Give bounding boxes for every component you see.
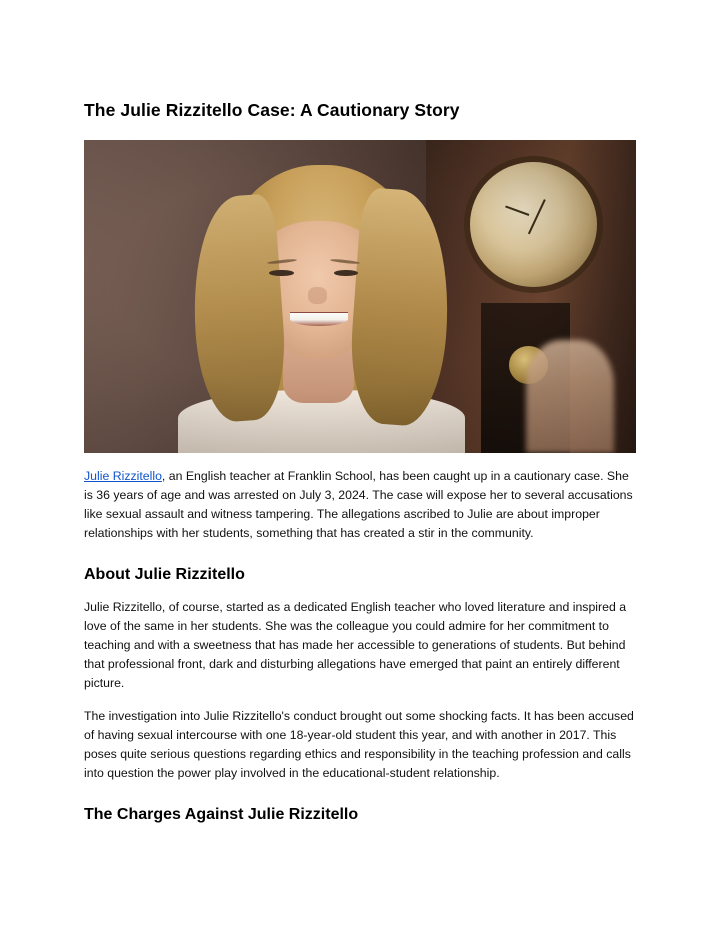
julie-rizzitello-portrait bbox=[84, 140, 636, 453]
about-paragraph-1: Julie Rizzitello, of course, started as a dedicated English teacher who loved literature and inspired a love of the same in her students. She was the colleague you could admire for her commitment to teaching and with a sweetness that has made her accessible to generations of students. But behind that professional front, dark and disturbing allegations have emerged that paint an entirely different picture. bbox=[84, 599, 627, 691]
section-heading-charges: The Charges Against Julie Rizzitello bbox=[84, 806, 359, 824]
bottom-spacer bbox=[84, 838, 636, 862]
intro-paragraph bbox=[84, 467, 636, 543]
section-heading-about: About Julie Rizzitello bbox=[84, 566, 245, 584]
julie-rizzitello-link[interactable]: Julie Rizzitello bbox=[84, 468, 162, 483]
intro-paragraph-text: , an English teacher at Franklin School, has been caught up in a cautionary case. She is 36 years of age and was arrested on July 3, 2024. The case will expose her to several accusations like sexual assault and witness tampering. The allegations ascribed to Julie are about improper relationships with her students, something that has created a stir in the community. bbox=[84, 468, 633, 541]
page-title: The Julie Rizzitello Case: A Cautionary Story bbox=[84, 100, 460, 120]
hero-image bbox=[84, 140, 636, 453]
photo-vignette bbox=[84, 140, 636, 453]
about-paragraph-2: The investigation into Julie Rizzitello's conduct brought out some shocking facts. It has been accused of having sexual intercourse with one 18-year-old student this year, and with another in 2017. This poses quite serious questions regarding ethics and responsibility in the teaching profession and calls into question the power play involved in the educational-student relationship. bbox=[84, 709, 634, 781]
document-content bbox=[84, 100, 636, 862]
